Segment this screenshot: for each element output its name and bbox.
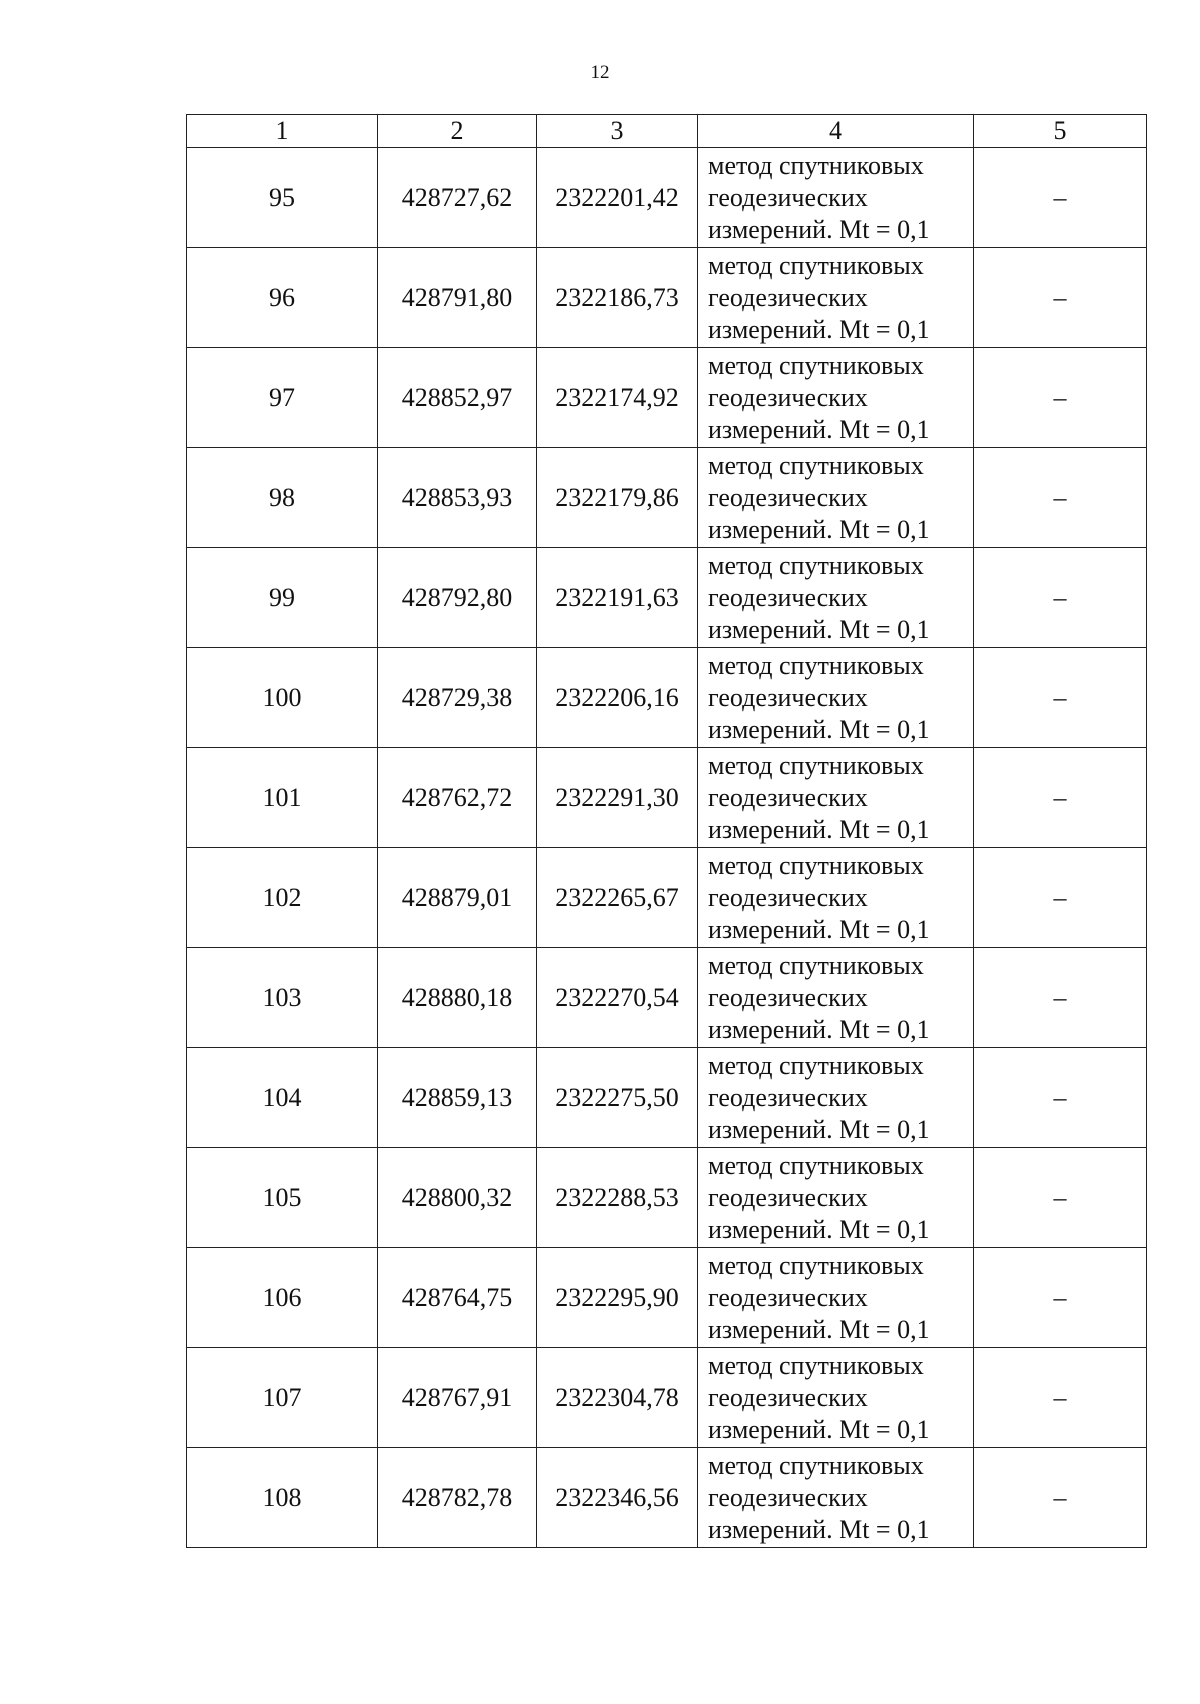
note-cell: – bbox=[974, 1048, 1147, 1148]
method-line: измерений. Mt = 0,1 bbox=[708, 914, 930, 944]
y-coordinate-cell: 2322206,16 bbox=[537, 648, 698, 748]
x-coordinate-cell: 428782,78 bbox=[378, 1448, 537, 1548]
table-row bbox=[187, 748, 1147, 848]
method-line: геодезических bbox=[708, 1082, 868, 1112]
x-coordinate-cell: 428762,72 bbox=[378, 748, 537, 848]
table-row bbox=[187, 1048, 1147, 1148]
method-line: метод спутниковых bbox=[708, 650, 924, 680]
table-row bbox=[187, 1348, 1147, 1448]
method-line: метод спутниковых bbox=[708, 850, 924, 880]
method-cell bbox=[698, 948, 974, 1048]
method-line: геодезических bbox=[708, 482, 868, 512]
method-line: метод спутниковых bbox=[708, 450, 924, 480]
x-coordinate-cell: 428767,91 bbox=[378, 1348, 537, 1448]
column-header-1: 1 bbox=[187, 115, 378, 148]
point-number-cell: 99 bbox=[187, 548, 378, 648]
point-number-cell: 102 bbox=[187, 848, 378, 948]
method-line: метод спутниковых bbox=[708, 1150, 924, 1180]
method-cell bbox=[698, 648, 974, 748]
y-coordinate-cell: 2322291,30 bbox=[537, 748, 698, 848]
y-coordinate-cell: 2322174,92 bbox=[537, 348, 698, 448]
method-line: измерений. Mt = 0,1 bbox=[708, 1114, 930, 1144]
table-body bbox=[187, 148, 1147, 1548]
column-header-2: 2 bbox=[378, 115, 537, 148]
method-line: метод спутниковых bbox=[708, 350, 924, 380]
y-coordinate-cell: 2322288,53 bbox=[537, 1148, 698, 1248]
method-line: геодезических bbox=[708, 182, 868, 212]
x-coordinate-cell: 428859,13 bbox=[378, 1048, 537, 1148]
method-cell bbox=[698, 1048, 974, 1148]
note-cell: – bbox=[974, 148, 1147, 248]
method-line: геодезических bbox=[708, 282, 868, 312]
method-line: измерений. Mt = 0,1 bbox=[708, 514, 930, 544]
column-header-4: 4 bbox=[698, 115, 974, 148]
method-cell bbox=[698, 748, 974, 848]
method-cell bbox=[698, 848, 974, 948]
method-line: измерений. Mt = 0,1 bbox=[708, 814, 930, 844]
note-cell: – bbox=[974, 1348, 1147, 1448]
note-cell: – bbox=[974, 1148, 1147, 1248]
method-cell bbox=[698, 1348, 974, 1448]
method-line: измерений. Mt = 0,1 bbox=[708, 1314, 930, 1344]
table-row bbox=[187, 548, 1147, 648]
coordinates-table bbox=[186, 114, 1147, 1548]
method-cell bbox=[698, 1248, 974, 1348]
point-number-cell: 108 bbox=[187, 1448, 378, 1548]
x-coordinate-cell: 428729,38 bbox=[378, 648, 537, 748]
point-number-cell: 106 bbox=[187, 1248, 378, 1348]
x-coordinate-cell: 428853,93 bbox=[378, 448, 537, 548]
note-cell: – bbox=[974, 348, 1147, 448]
point-number-cell: 103 bbox=[187, 948, 378, 1048]
method-line: измерений. Mt = 0,1 bbox=[708, 214, 930, 244]
method-cell bbox=[698, 348, 974, 448]
table-row bbox=[187, 248, 1147, 348]
x-coordinate-cell: 428764,75 bbox=[378, 1248, 537, 1348]
note-cell: – bbox=[974, 648, 1147, 748]
table-row bbox=[187, 948, 1147, 1048]
table-row bbox=[187, 448, 1147, 548]
header-row bbox=[187, 115, 1147, 148]
method-line: геодезических bbox=[708, 1382, 868, 1412]
note-cell: – bbox=[974, 1448, 1147, 1548]
note-cell: – bbox=[974, 848, 1147, 948]
x-coordinate-cell: 428727,62 bbox=[378, 148, 537, 248]
note-cell: – bbox=[974, 248, 1147, 348]
x-coordinate-cell: 428800,32 bbox=[378, 1148, 537, 1248]
point-number-cell: 95 bbox=[187, 148, 378, 248]
x-coordinate-cell: 428791,80 bbox=[378, 248, 537, 348]
x-coordinate-cell: 428792,80 bbox=[378, 548, 537, 648]
method-line: измерений. Mt = 0,1 bbox=[708, 414, 930, 444]
method-line: геодезических bbox=[708, 682, 868, 712]
method-line: измерений. Mt = 0,1 bbox=[708, 1014, 930, 1044]
y-coordinate-cell: 2322201,42 bbox=[537, 148, 698, 248]
y-coordinate-cell: 2322186,73 bbox=[537, 248, 698, 348]
point-number-cell: 97 bbox=[187, 348, 378, 448]
method-line: геодезических bbox=[708, 382, 868, 412]
point-number-cell: 105 bbox=[187, 1148, 378, 1248]
method-line: измерений. Mt = 0,1 bbox=[708, 1214, 930, 1244]
y-coordinate-cell: 2322179,86 bbox=[537, 448, 698, 548]
point-number-cell: 96 bbox=[187, 248, 378, 348]
method-cell bbox=[698, 448, 974, 548]
method-line: геодезических bbox=[708, 1282, 868, 1312]
method-line: измерений. Mt = 0,1 bbox=[708, 1414, 930, 1444]
y-coordinate-cell: 2322346,56 bbox=[537, 1448, 698, 1548]
y-coordinate-cell: 2322270,54 bbox=[537, 948, 698, 1048]
method-line: геодезических bbox=[708, 582, 868, 612]
column-header-5: 5 bbox=[974, 115, 1147, 148]
method-line: метод спутниковых bbox=[708, 1050, 924, 1080]
table-row bbox=[187, 1148, 1147, 1248]
method-line: измерений. Mt = 0,1 bbox=[708, 714, 930, 744]
point-number-cell: 101 bbox=[187, 748, 378, 848]
column-header-3: 3 bbox=[537, 115, 698, 148]
method-line: геодезических bbox=[708, 782, 868, 812]
method-line: измерений. Mt = 0,1 bbox=[708, 1514, 930, 1544]
method-line: метод спутниковых bbox=[708, 1450, 924, 1480]
note-cell: – bbox=[974, 448, 1147, 548]
method-line: геодезических bbox=[708, 1482, 868, 1512]
method-line: метод спутниковых bbox=[708, 1250, 924, 1280]
point-number-cell: 100 bbox=[187, 648, 378, 748]
point-number-cell: 98 bbox=[187, 448, 378, 548]
method-line: метод спутниковых bbox=[708, 950, 924, 980]
y-coordinate-cell: 2322265,67 bbox=[537, 848, 698, 948]
method-line: метод спутниковых bbox=[708, 750, 924, 780]
note-cell: – bbox=[974, 748, 1147, 848]
method-line: метод спутниковых bbox=[708, 150, 924, 180]
method-line: метод спутниковых bbox=[708, 550, 924, 580]
y-coordinate-cell: 2322295,90 bbox=[537, 1248, 698, 1348]
table-row bbox=[187, 1248, 1147, 1348]
method-cell bbox=[698, 148, 974, 248]
point-number-cell: 107 bbox=[187, 1348, 378, 1448]
method-line: измерений. Mt = 0,1 bbox=[708, 314, 930, 344]
x-coordinate-cell: 428880,18 bbox=[378, 948, 537, 1048]
method-line: геодезических bbox=[708, 982, 868, 1012]
x-coordinate-cell: 428879,01 bbox=[378, 848, 537, 948]
note-cell: – bbox=[974, 548, 1147, 648]
table-row bbox=[187, 848, 1147, 948]
method-cell bbox=[698, 248, 974, 348]
point-number-cell: 104 bbox=[187, 1048, 378, 1148]
method-line: геодезических bbox=[708, 882, 868, 912]
method-line: геодезических bbox=[708, 1182, 868, 1212]
method-line: метод спутниковых bbox=[708, 1350, 924, 1380]
method-cell bbox=[698, 1148, 974, 1248]
page-number: 12 bbox=[590, 62, 610, 83]
method-cell bbox=[698, 548, 974, 648]
method-cell bbox=[698, 1448, 974, 1548]
table-row bbox=[187, 648, 1147, 748]
x-coordinate-cell: 428852,97 bbox=[378, 348, 537, 448]
note-cell: – bbox=[974, 1248, 1147, 1348]
y-coordinate-cell: 2322275,50 bbox=[537, 1048, 698, 1148]
table-header bbox=[187, 115, 1147, 148]
table-row bbox=[187, 1448, 1147, 1548]
note-cell: – bbox=[974, 948, 1147, 1048]
y-coordinate-cell: 2322191,63 bbox=[537, 548, 698, 648]
method-line: измерений. Mt = 0,1 bbox=[708, 614, 930, 644]
method-line: метод спутниковых bbox=[708, 250, 924, 280]
table-row bbox=[187, 148, 1147, 248]
y-coordinate-cell: 2322304,78 bbox=[537, 1348, 698, 1448]
table-row bbox=[187, 348, 1147, 448]
